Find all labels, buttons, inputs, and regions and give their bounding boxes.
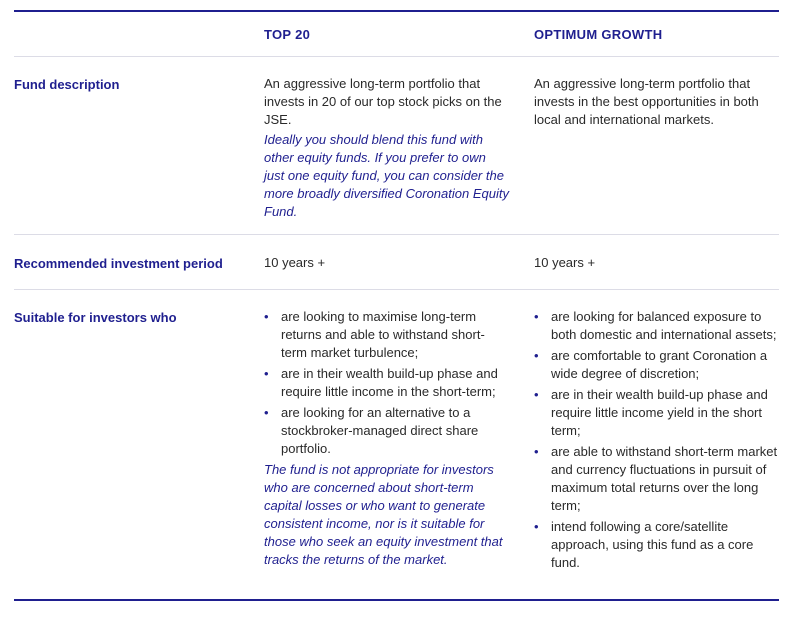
optimum-description-text: An aggressive long-term portfolio that invests in the best opportunities in both local and international markets. — [534, 76, 759, 127]
row-label-suitable-investors: Suitable for investors who — [14, 310, 177, 325]
list-item: • are in their wealth build-up phase and require little income yield in the short term; — [534, 387, 768, 438]
top20-description-note: Ideally you should blend this fund with other equity funds. If you prefer to own just one equity fund, you can consider the more broadly diversified Coronation Equity Fund. — [264, 132, 509, 219]
top20-description-cell — [264, 75, 509, 221]
top20-description-text: An aggressive long-term portfolio that invests in 20 of our top stock picks on the JSE. — [264, 76, 502, 127]
top-rule — [14, 10, 779, 12]
divider — [14, 234, 779, 235]
divider — [14, 56, 779, 57]
optimum-suitable-list — [534, 308, 779, 572]
bullet-icon: • — [534, 519, 539, 534]
top20-suitable-list — [264, 308, 509, 458]
list-item: • are looking to maximise long-term returns and able to withstand short-term market turbulence; — [264, 309, 485, 360]
bottom-rule — [14, 599, 779, 601]
bullet-icon: • — [264, 405, 269, 420]
optimum-period-value: 10 years + — [534, 255, 596, 270]
bullet-icon: • — [534, 348, 539, 363]
bullet-icon: • — [264, 366, 269, 381]
row-label-investment-period: Recommended investment period — [14, 256, 223, 271]
bullet-icon: • — [534, 444, 539, 459]
bullet-icon: • — [264, 309, 269, 324]
top20-period-value: 10 years + — [264, 255, 326, 270]
top20-suitable-cell — [264, 308, 509, 569]
list-item: • are looking for an alternative to a stockbroker-managed direct share portfolio. — [264, 405, 479, 456]
list-item: • are in their wealth build-up phase and require little income in the short-term; — [264, 366, 498, 399]
bullet-icon: • — [534, 387, 539, 402]
bullet-icon: • — [534, 309, 539, 324]
divider — [14, 289, 779, 290]
optimum-description-cell — [534, 75, 779, 129]
column-header-top20: TOP 20 — [264, 27, 311, 42]
list-item: • are looking for balanced exposure to both domestic and international assets; — [534, 309, 777, 342]
row-label-fund-description: Fund description — [14, 77, 120, 92]
optimum-suitable-cell — [534, 308, 779, 575]
list-item: • intend following a core/satellite approach, using this fund as a core fund. — [534, 519, 754, 570]
list-item: • are comfortable to grant Coronation a wide degree of discretion; — [534, 348, 768, 381]
top20-suitability-note: The fund is not appropriate for investors who are concerned about short-term capital losses or who want to generate consistent income, nor is it suitable for those who seek an equity investment that tracks the returns of the market. — [264, 462, 503, 567]
list-item: • are able to withstand short-term market and currency fluctuations in pursuit of maximum total returns over the long term; — [534, 444, 778, 513]
column-header-optimum-growth: OPTIMUM GROWTH — [534, 27, 663, 42]
